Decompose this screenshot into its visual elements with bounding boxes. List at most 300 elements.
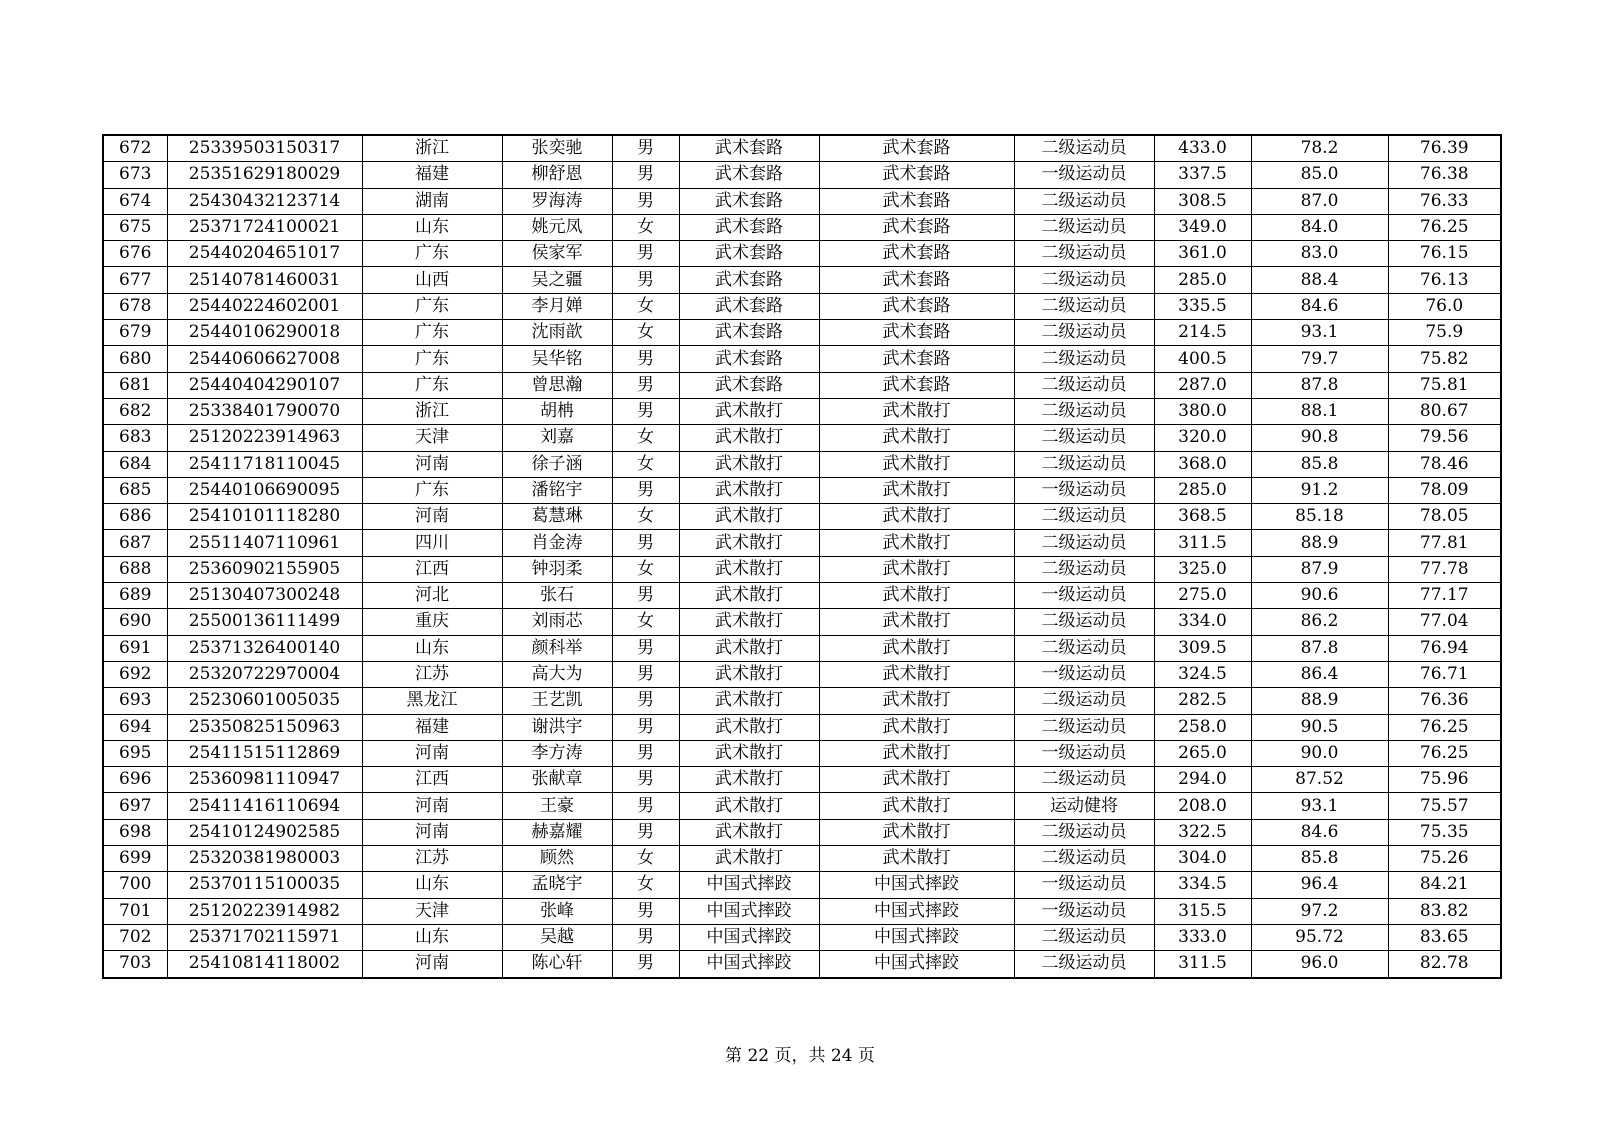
cell-province: 河北	[362, 583, 502, 609]
cell-name: 刘嘉	[502, 425, 612, 451]
cell-sport: 武术散打	[679, 556, 819, 582]
cell-gender: 男	[612, 583, 679, 609]
cell-name: 吴之疆	[502, 267, 612, 293]
cell-score-a: 265.0	[1154, 740, 1251, 766]
cell-gender: 女	[612, 425, 679, 451]
cell-score-a: 285.0	[1154, 477, 1251, 503]
cell-row-number: 679	[103, 320, 167, 346]
cell-sport: 武术套路	[679, 214, 819, 240]
cell-score-a: 325.0	[1154, 556, 1251, 582]
cell-exam-id: 25371326400140	[167, 635, 362, 661]
cell-gender: 男	[612, 241, 679, 267]
cell-event: 武术套路	[819, 162, 1014, 188]
cell-province: 重庆	[362, 609, 502, 635]
cell-exam-id: 25440106690095	[167, 477, 362, 503]
cell-score-b: 85.8	[1251, 451, 1388, 477]
cell-score-a: 361.0	[1154, 241, 1251, 267]
cell-province: 湖南	[362, 188, 502, 214]
cell-province: 江西	[362, 556, 502, 582]
cell-row-number: 696	[103, 767, 167, 793]
cell-score-b: 84.6	[1251, 819, 1388, 845]
cell-total-score: 76.25	[1388, 214, 1501, 240]
cell-score-b: 87.0	[1251, 188, 1388, 214]
cell-province: 天津	[362, 425, 502, 451]
cell-total-score: 75.96	[1388, 767, 1501, 793]
cell-province: 江西	[362, 767, 502, 793]
cell-province: 广东	[362, 293, 502, 319]
cell-row-number: 686	[103, 504, 167, 530]
cell-name: 吴越	[502, 924, 612, 950]
cell-total-score: 76.39	[1388, 135, 1501, 162]
table-row	[103, 951, 1501, 978]
cell-gender: 男	[612, 740, 679, 766]
cell-name: 刘雨芯	[502, 609, 612, 635]
cell-athlete-level: 二级运动员	[1014, 398, 1154, 424]
cell-athlete-level: 二级运动员	[1014, 135, 1154, 162]
cell-event: 武术套路	[819, 320, 1014, 346]
cell-name: 陈心轩	[502, 951, 612, 978]
cell-score-b: 86.2	[1251, 609, 1388, 635]
cell-exam-id: 25411515112869	[167, 740, 362, 766]
cell-sport: 中国式摔跤	[679, 898, 819, 924]
cell-row-number: 690	[103, 609, 167, 635]
cell-event: 武术散打	[819, 477, 1014, 503]
cell-name: 罗海涛	[502, 188, 612, 214]
cell-total-score: 84.21	[1388, 872, 1501, 898]
cell-gender: 女	[612, 320, 679, 346]
cell-total-score: 80.67	[1388, 398, 1501, 424]
cell-event: 武术散打	[819, 451, 1014, 477]
cell-score-a: 349.0	[1154, 214, 1251, 240]
cell-score-b: 86.4	[1251, 661, 1388, 687]
cell-athlete-level: 运动健将	[1014, 793, 1154, 819]
cell-athlete-level: 二级运动员	[1014, 635, 1154, 661]
cell-row-number: 701	[103, 898, 167, 924]
cell-province: 浙江	[362, 398, 502, 424]
cell-score-a: 400.5	[1154, 346, 1251, 372]
cell-score-a: 324.5	[1154, 661, 1251, 687]
cell-score-a: 333.0	[1154, 924, 1251, 950]
cell-sport: 武术散打	[679, 398, 819, 424]
cell-name: 张石	[502, 583, 612, 609]
cell-exam-id: 25440606627008	[167, 346, 362, 372]
cell-event: 武术散打	[819, 819, 1014, 845]
cell-score-a: 285.0	[1154, 267, 1251, 293]
table-row	[103, 740, 1501, 766]
cell-exam-id: 25440404290107	[167, 372, 362, 398]
table-row	[103, 583, 1501, 609]
cell-athlete-level: 二级运动员	[1014, 372, 1154, 398]
cell-row-number: 691	[103, 635, 167, 661]
cell-gender: 男	[612, 819, 679, 845]
cell-score-b: 87.52	[1251, 767, 1388, 793]
cell-row-number: 673	[103, 162, 167, 188]
cell-row-number: 684	[103, 451, 167, 477]
cell-sport: 武术套路	[679, 188, 819, 214]
cell-sport: 武术套路	[679, 320, 819, 346]
cell-score-b: 93.1	[1251, 320, 1388, 346]
cell-exam-id: 25140781460031	[167, 267, 362, 293]
cell-sport: 武术套路	[679, 162, 819, 188]
cell-province: 山东	[362, 214, 502, 240]
cell-name: 张奕驰	[502, 135, 612, 162]
cell-total-score: 83.65	[1388, 924, 1501, 950]
cell-athlete-level: 二级运动员	[1014, 924, 1154, 950]
cell-gender: 男	[612, 135, 679, 162]
cell-sport: 武术套路	[679, 293, 819, 319]
table-row	[103, 425, 1501, 451]
cell-total-score: 77.78	[1388, 556, 1501, 582]
cell-exam-id: 25350825150963	[167, 714, 362, 740]
cell-row-number: 681	[103, 372, 167, 398]
cell-event: 武术套路	[819, 372, 1014, 398]
cell-gender: 男	[612, 898, 679, 924]
cell-exam-id: 25370115100035	[167, 872, 362, 898]
cell-gender: 男	[612, 346, 679, 372]
cell-score-a: 258.0	[1154, 714, 1251, 740]
cell-name: 曾思瀚	[502, 372, 612, 398]
cell-sport: 武术散打	[679, 451, 819, 477]
cell-gender: 男	[612, 267, 679, 293]
cell-total-score: 79.56	[1388, 425, 1501, 451]
cell-event: 武术散打	[819, 425, 1014, 451]
cell-event: 武术散打	[819, 714, 1014, 740]
table-body	[103, 135, 1501, 978]
cell-name: 张献章	[502, 767, 612, 793]
cell-event: 武术散打	[819, 635, 1014, 661]
cell-sport: 武术套路	[679, 372, 819, 398]
cell-exam-id: 25320722970004	[167, 661, 362, 687]
cell-event: 武术散打	[819, 846, 1014, 872]
table-row	[103, 609, 1501, 635]
table-row	[103, 767, 1501, 793]
cell-sport: 武术散打	[679, 425, 819, 451]
cell-score-a: 334.5	[1154, 872, 1251, 898]
cell-score-b: 87.9	[1251, 556, 1388, 582]
cell-gender: 女	[612, 556, 679, 582]
cell-row-number: 687	[103, 530, 167, 556]
cell-event: 武术散打	[819, 688, 1014, 714]
cell-row-number: 692	[103, 661, 167, 687]
cell-total-score: 76.33	[1388, 188, 1501, 214]
cell-name: 柳舒恩	[502, 162, 612, 188]
cell-score-b: 90.5	[1251, 714, 1388, 740]
cell-sport: 武术散打	[679, 767, 819, 793]
cell-name: 潘铭宇	[502, 477, 612, 503]
cell-province: 广东	[362, 320, 502, 346]
cell-total-score: 75.81	[1388, 372, 1501, 398]
cell-gender: 男	[612, 767, 679, 793]
cell-exam-id: 25338401790070	[167, 398, 362, 424]
cell-athlete-level: 二级运动员	[1014, 188, 1154, 214]
cell-exam-id: 25411416110694	[167, 793, 362, 819]
table-row	[103, 714, 1501, 740]
cell-sport: 武术散打	[679, 477, 819, 503]
cell-event: 中国式摔跤	[819, 872, 1014, 898]
cell-total-score: 78.09	[1388, 477, 1501, 503]
cell-total-score: 76.25	[1388, 714, 1501, 740]
cell-score-a: 208.0	[1154, 793, 1251, 819]
cell-athlete-level: 一级运动员	[1014, 477, 1154, 503]
cell-score-b: 83.0	[1251, 241, 1388, 267]
cell-name: 李月婵	[502, 293, 612, 319]
cell-sport: 武术散打	[679, 609, 819, 635]
cell-gender: 男	[612, 635, 679, 661]
cell-total-score: 76.15	[1388, 241, 1501, 267]
cell-gender: 男	[612, 372, 679, 398]
cell-score-b: 97.2	[1251, 898, 1388, 924]
cell-gender: 女	[612, 451, 679, 477]
cell-athlete-level: 二级运动员	[1014, 320, 1154, 346]
cell-athlete-level: 二级运动员	[1014, 846, 1154, 872]
cell-score-a: 337.5	[1154, 162, 1251, 188]
table-row	[103, 320, 1501, 346]
cell-sport: 武术散打	[679, 793, 819, 819]
cell-athlete-level: 二级运动员	[1014, 293, 1154, 319]
cell-name: 颜科举	[502, 635, 612, 661]
table-row	[103, 819, 1501, 845]
cell-event: 武术散打	[819, 556, 1014, 582]
cell-event: 中国式摔跤	[819, 924, 1014, 950]
cell-score-a: 309.5	[1154, 635, 1251, 661]
cell-province: 天津	[362, 898, 502, 924]
cell-total-score: 75.9	[1388, 320, 1501, 346]
cell-province: 广东	[362, 477, 502, 503]
cell-exam-id: 25230601005035	[167, 688, 362, 714]
cell-name: 王艺凯	[502, 688, 612, 714]
table-row	[103, 346, 1501, 372]
table-row	[103, 135, 1501, 162]
cell-exam-id: 25360981110947	[167, 767, 362, 793]
cell-score-a: 287.0	[1154, 372, 1251, 398]
cell-row-number: 694	[103, 714, 167, 740]
cell-sport: 中国式摔跤	[679, 951, 819, 978]
cell-athlete-level: 一级运动员	[1014, 162, 1154, 188]
cell-gender: 男	[612, 688, 679, 714]
table-row	[103, 398, 1501, 424]
cell-exam-id: 25371702115971	[167, 924, 362, 950]
cell-row-number: 685	[103, 477, 167, 503]
cell-athlete-level: 二级运动员	[1014, 951, 1154, 978]
table-row	[103, 530, 1501, 556]
cell-total-score: 76.94	[1388, 635, 1501, 661]
cell-name: 高大为	[502, 661, 612, 687]
cell-athlete-level: 二级运动员	[1014, 530, 1154, 556]
cell-exam-id: 25440224602001	[167, 293, 362, 319]
cell-score-a: 322.5	[1154, 819, 1251, 845]
cell-province: 山东	[362, 924, 502, 950]
table-row	[103, 556, 1501, 582]
cell-name: 谢洪宇	[502, 714, 612, 740]
cell-score-b: 85.8	[1251, 846, 1388, 872]
cell-score-b: 84.0	[1251, 214, 1388, 240]
cell-name: 葛慧琳	[502, 504, 612, 530]
cell-name: 徐子涵	[502, 451, 612, 477]
cell-row-number: 703	[103, 951, 167, 978]
cell-exam-id: 25411718110045	[167, 451, 362, 477]
cell-exam-id: 25339503150317	[167, 135, 362, 162]
cell-total-score: 77.04	[1388, 609, 1501, 635]
cell-sport: 武术套路	[679, 346, 819, 372]
cell-gender: 男	[612, 924, 679, 950]
cell-sport: 武术散打	[679, 661, 819, 687]
cell-athlete-level: 二级运动员	[1014, 451, 1154, 477]
cell-score-b: 87.8	[1251, 635, 1388, 661]
cell-score-a: 275.0	[1154, 583, 1251, 609]
cell-event: 武术散打	[819, 661, 1014, 687]
cell-exam-id: 25371724100021	[167, 214, 362, 240]
cell-exam-id: 25130407300248	[167, 583, 362, 609]
cell-score-b: 88.1	[1251, 398, 1388, 424]
cell-score-a: 334.0	[1154, 609, 1251, 635]
cell-province: 广东	[362, 346, 502, 372]
cell-score-b: 85.18	[1251, 504, 1388, 530]
table-row	[103, 898, 1501, 924]
cell-athlete-level: 二级运动员	[1014, 241, 1154, 267]
cell-score-b: 87.8	[1251, 372, 1388, 398]
cell-province: 四川	[362, 530, 502, 556]
cell-score-a: 320.0	[1154, 425, 1251, 451]
table-row	[103, 846, 1501, 872]
cell-athlete-level: 二级运动员	[1014, 609, 1154, 635]
cell-score-a: 282.5	[1154, 688, 1251, 714]
cell-name: 顾然	[502, 846, 612, 872]
cell-score-b: 93.1	[1251, 793, 1388, 819]
cell-row-number: 697	[103, 793, 167, 819]
cell-athlete-level: 一级运动员	[1014, 872, 1154, 898]
table-row	[103, 293, 1501, 319]
cell-score-a: 335.5	[1154, 293, 1251, 319]
cell-exam-id: 25410101118280	[167, 504, 362, 530]
cell-exam-id: 25120223914982	[167, 898, 362, 924]
cell-athlete-level: 一级运动员	[1014, 898, 1154, 924]
cell-name: 赫嘉耀	[502, 819, 612, 845]
cell-gender: 女	[612, 872, 679, 898]
cell-total-score: 75.35	[1388, 819, 1501, 845]
cell-row-number: 702	[103, 924, 167, 950]
cell-athlete-level: 二级运动员	[1014, 425, 1154, 451]
cell-name: 张峰	[502, 898, 612, 924]
cell-exam-id: 25430432123714	[167, 188, 362, 214]
cell-province: 福建	[362, 714, 502, 740]
cell-gender: 男	[612, 661, 679, 687]
cell-province: 广东	[362, 241, 502, 267]
cell-event: 武术散打	[819, 398, 1014, 424]
cell-name: 孟晓宇	[502, 872, 612, 898]
cell-sport: 武术散打	[679, 740, 819, 766]
cell-score-b: 88.9	[1251, 688, 1388, 714]
cell-exam-id: 25440204651017	[167, 241, 362, 267]
cell-gender: 男	[612, 530, 679, 556]
cell-province: 河南	[362, 819, 502, 845]
cell-exam-id: 25320381980003	[167, 846, 362, 872]
cell-athlete-level: 一级运动员	[1014, 740, 1154, 766]
cell-exam-id: 25410124902585	[167, 819, 362, 845]
cell-score-b: 90.6	[1251, 583, 1388, 609]
cell-exam-id: 25511407110961	[167, 530, 362, 556]
cell-exam-id: 25500136111499	[167, 609, 362, 635]
cell-score-a: 294.0	[1154, 767, 1251, 793]
cell-total-score: 76.71	[1388, 661, 1501, 687]
cell-total-score: 82.78	[1388, 951, 1501, 978]
cell-province: 福建	[362, 162, 502, 188]
cell-province: 河南	[362, 504, 502, 530]
cell-event: 武术散打	[819, 530, 1014, 556]
cell-exam-id: 25360902155905	[167, 556, 362, 582]
cell-row-number: 672	[103, 135, 167, 162]
cell-score-b: 90.8	[1251, 425, 1388, 451]
cell-event: 武术套路	[819, 346, 1014, 372]
table-row	[103, 214, 1501, 240]
table-row	[103, 451, 1501, 477]
table-row	[103, 162, 1501, 188]
cell-athlete-level: 一级运动员	[1014, 661, 1154, 687]
cell-score-a: 311.5	[1154, 951, 1251, 978]
cell-name: 胡柟	[502, 398, 612, 424]
cell-event: 武术散打	[819, 793, 1014, 819]
cell-row-number: 699	[103, 846, 167, 872]
cell-score-b: 85.0	[1251, 162, 1388, 188]
table-row	[103, 793, 1501, 819]
cell-sport: 武术散打	[679, 846, 819, 872]
cell-gender: 男	[612, 714, 679, 740]
cell-row-number: 677	[103, 267, 167, 293]
cell-score-b: 96.4	[1251, 872, 1388, 898]
table-row	[103, 635, 1501, 661]
cell-score-a: 368.5	[1154, 504, 1251, 530]
cell-gender: 男	[612, 793, 679, 819]
cell-sport: 武术散打	[679, 635, 819, 661]
cell-row-number: 676	[103, 241, 167, 267]
cell-score-a: 380.0	[1154, 398, 1251, 424]
cell-name: 侯家军	[502, 241, 612, 267]
cell-gender: 男	[612, 162, 679, 188]
cell-gender: 男	[612, 188, 679, 214]
cell-gender: 女	[612, 609, 679, 635]
cell-event: 武术套路	[819, 241, 1014, 267]
table-row	[103, 504, 1501, 530]
cell-total-score: 76.0	[1388, 293, 1501, 319]
cell-row-number: 689	[103, 583, 167, 609]
cell-sport: 武术散打	[679, 504, 819, 530]
cell-score-b: 88.9	[1251, 530, 1388, 556]
cell-row-number: 674	[103, 188, 167, 214]
cell-total-score: 75.26	[1388, 846, 1501, 872]
cell-score-b: 84.6	[1251, 293, 1388, 319]
cell-athlete-level: 二级运动员	[1014, 688, 1154, 714]
table-row	[103, 241, 1501, 267]
cell-event: 武术套路	[819, 188, 1014, 214]
cell-gender: 女	[612, 846, 679, 872]
cell-gender: 男	[612, 398, 679, 424]
table-row	[103, 661, 1501, 687]
cell-athlete-level: 二级运动员	[1014, 767, 1154, 793]
cell-name: 钟羽柔	[502, 556, 612, 582]
cell-exam-id: 25440106290018	[167, 320, 362, 346]
cell-row-number: 680	[103, 346, 167, 372]
cell-sport: 武术套路	[679, 267, 819, 293]
cell-province: 浙江	[362, 135, 502, 162]
cell-total-score: 75.82	[1388, 346, 1501, 372]
cell-score-a: 315.5	[1154, 898, 1251, 924]
cell-province: 河南	[362, 951, 502, 978]
cell-score-a: 308.5	[1154, 188, 1251, 214]
cell-gender: 男	[612, 477, 679, 503]
cell-exam-id: 25120223914963	[167, 425, 362, 451]
cell-gender: 男	[612, 951, 679, 978]
table-row	[103, 872, 1501, 898]
cell-sport: 武术套路	[679, 135, 819, 162]
